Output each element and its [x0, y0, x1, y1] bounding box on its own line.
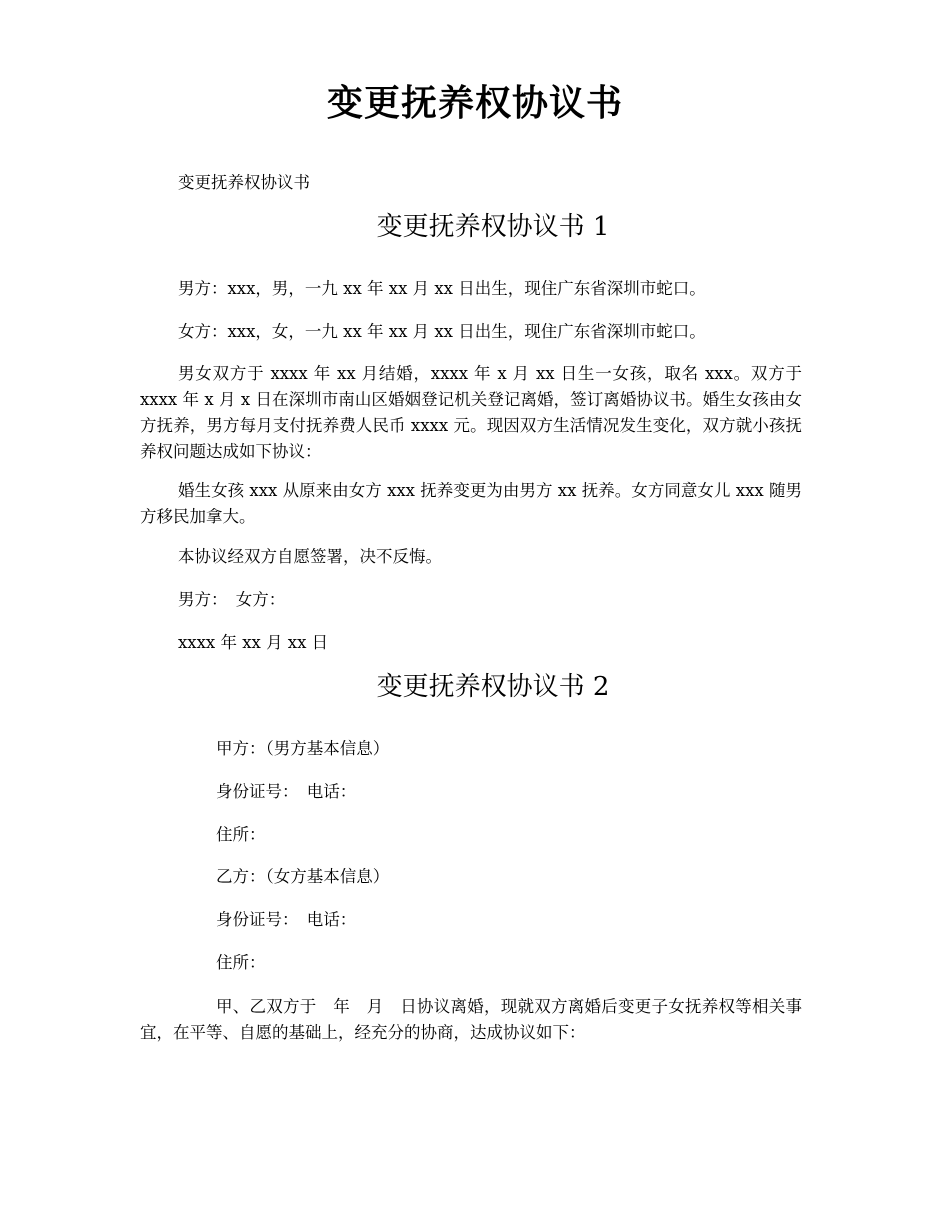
section-2-party-b: 乙方：（女方基本信息） — [216, 867, 390, 886]
section-1-agreement-paragraph: 婚生女孩 xxx 从原来由女方 xxx 抚养变更为由男方 xx 抚养。女方同意女儿 xxx 随男方移民加拿大。 — [140, 481, 802, 526]
section-1-background-paragraph: 男女双方于 xxxx 年 xx 月结婚，xxxx 年 x 月 xx 日生一女孩，取名 xxx。双方于 xxxx 年 x 月 x 日在深圳市南山区婚姻登记机关登记离婚，签订离婚协议书。婚生女孩由女方抚养，男方每月支付抚养费人民币 xxxx 元。现因双方生活情况发生变化，双方就小孩抚养权问题达成如下协议： — [140, 364, 802, 461]
section-2-preamble-paragraph: 甲、乙双方于 年 月 日协议离婚，现就双方离婚后变更子女抚养权等相关事宜，在平等、自愿的基础上，经充分的协商，达成协议如下： — [140, 997, 802, 1042]
section-2-party-a-address: 住所： — [216, 825, 266, 844]
section-1-female-party: 女方：xxx，女，一九 xx 年 xx 月 xx 日出生，现住广东省深圳市蛇口。 — [178, 322, 706, 341]
section-2-party-a: 甲方：（男方基本信息） — [216, 739, 390, 758]
intro-line: 变更抚养权协议书 — [178, 173, 310, 192]
section-2-heading: 变更抚养权协议书 2 — [376, 672, 610, 702]
section-1-signature-line: 男方： 女方： — [178, 590, 286, 609]
section-2-party-b-address: 住所： — [216, 953, 266, 972]
section-1-voluntary-clause: 本协议经双方自愿签署，决不反悔。 — [178, 547, 442, 566]
section-2-party-b-id-phone: 身份证号： 电话： — [216, 910, 357, 929]
document-title: 变更抚养权协议书 — [326, 82, 623, 124]
section-1-date-line: xxxx 年 xx 月 xx 日 — [178, 633, 329, 652]
section-1-heading: 变更抚养权协议书 1 — [376, 212, 610, 242]
section-2-party-a-id-phone: 身份证号： 电话： — [216, 782, 357, 801]
section-1-male-party: 男方：xxx，男，一九 xx 年 xx 月 xx 日出生，现住广东省深圳市蛇口。 — [178, 279, 706, 298]
